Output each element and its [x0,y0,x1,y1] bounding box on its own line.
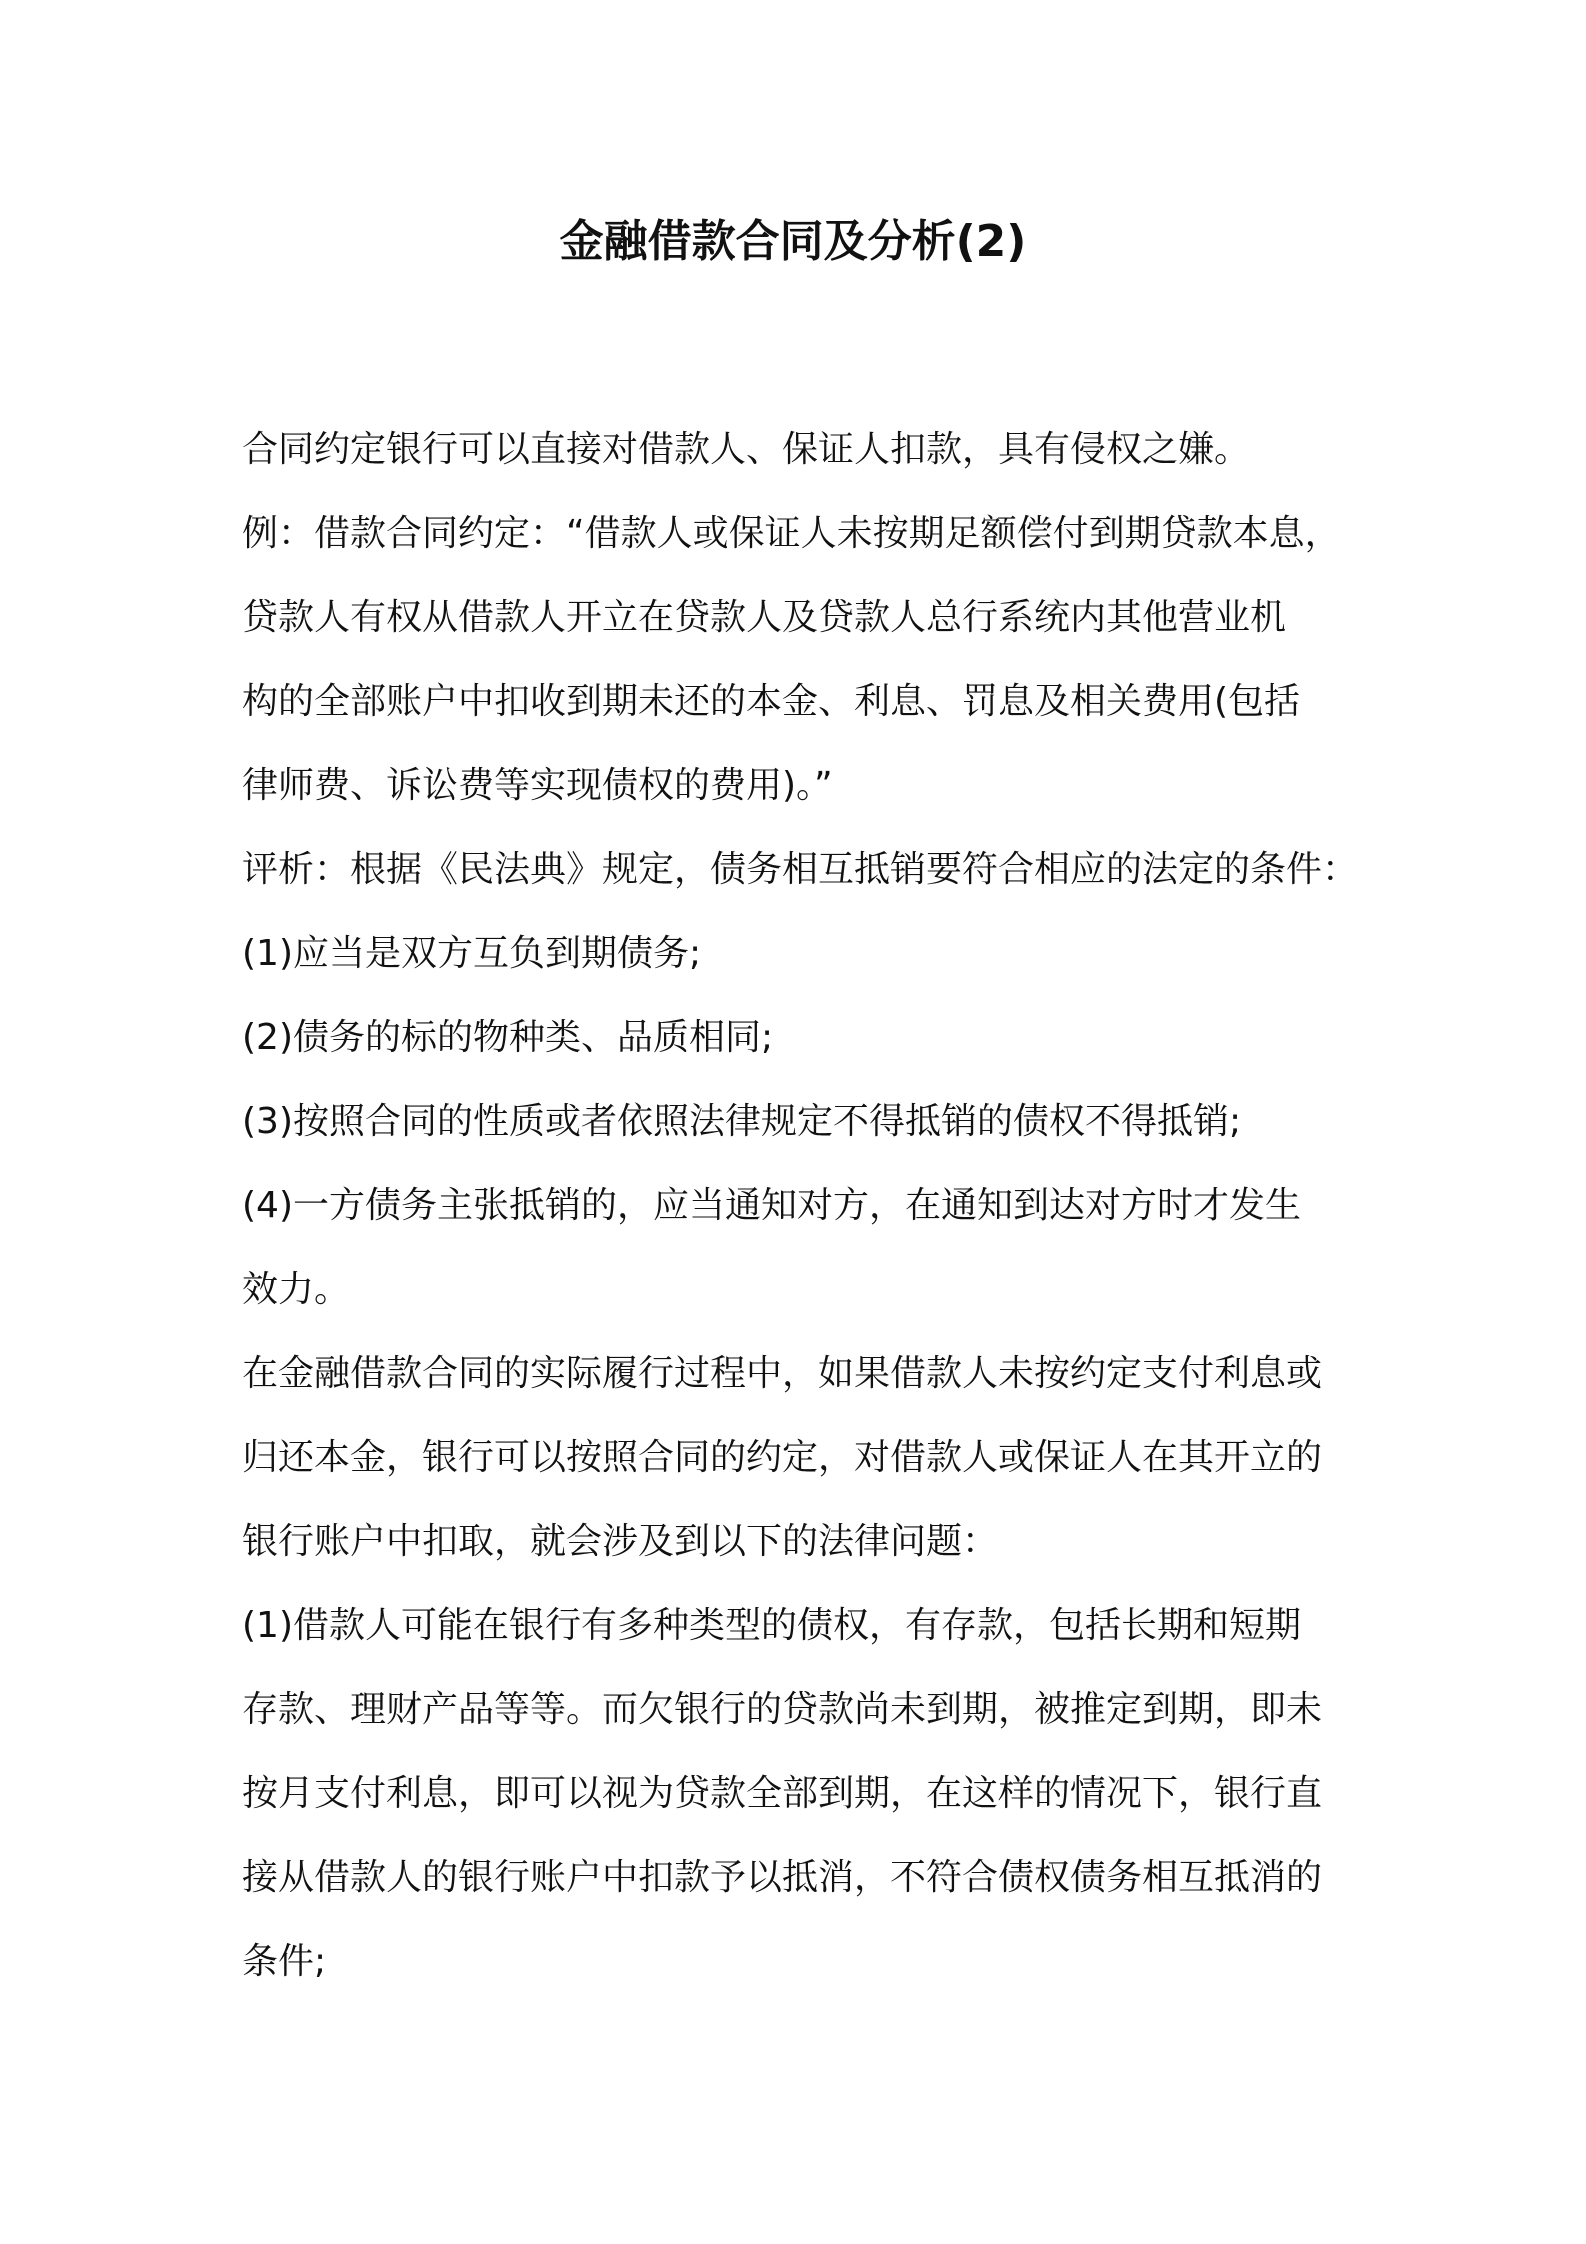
body-line: 在金融借款合同的实际履行过程中，如果借款人未按约定支付利息或 [242,1353,1323,1394]
body-line: 律师费、诉讼费等实现债权的费用)。” [242,765,833,806]
body-line: 条件; [242,1941,327,1982]
body-line: 接从借款人的银行账户中扣款予以抵消，不符合债权债务相互抵消的 [242,1857,1323,1898]
body-line: (1)应当是双方互负到期债务; [242,933,702,974]
body-line: 例：借款合同约定：“借款人或保证人未按期足额偿付到期贷款本息， [242,513,1341,554]
body-line: 存款、理财产品等等。而欠银行的贷款尚未到期，被推定到期，即未 [242,1689,1323,1730]
body-line: 贷款人有权从借款人开立在贷款人及贷款人总行系统内其他营业机 [242,597,1287,638]
body-line: 归还本金，银行可以按照合同的约定，对借款人或保证人在其开立的 [242,1437,1323,1478]
body-line: (4)一方债务主张抵销的，应当通知对方，在通知到达对方时才发生 [242,1185,1301,1226]
body-line: (1)借款人可能在银行有多种类型的债权，有存款，包括长期和短期 [242,1605,1301,1646]
body-line: 合同约定银行可以直接对借款人、保证人扣款，具有侵权之嫌。 [242,429,1251,470]
body-line: 银行账户中扣取，就会涉及到以下的法律问题： [242,1521,999,1562]
body-line: 构的全部账户中扣收到期未还的本金、利息、罚息及相关费用(包括 [242,681,1301,722]
body-line: 效力。 [242,1269,351,1310]
body-line: (3)按照合同的性质或者依照法律规定不得抵销的债权不得抵销; [242,1101,1242,1142]
document-body [242,408,1372,2004]
document-title: 金融借款合同及分析(2) [559,216,1027,267]
body-line: 按月支付利息，即可以视为贷款全部到期，在这样的情况下，银行直 [242,1773,1323,1814]
body-line: (2)债务的标的物种类、品质相同; [242,1017,774,1058]
body-line: 评析：根据《民法典》规定，债务相互抵销要符合相应的法定的条件： [242,849,1359,890]
